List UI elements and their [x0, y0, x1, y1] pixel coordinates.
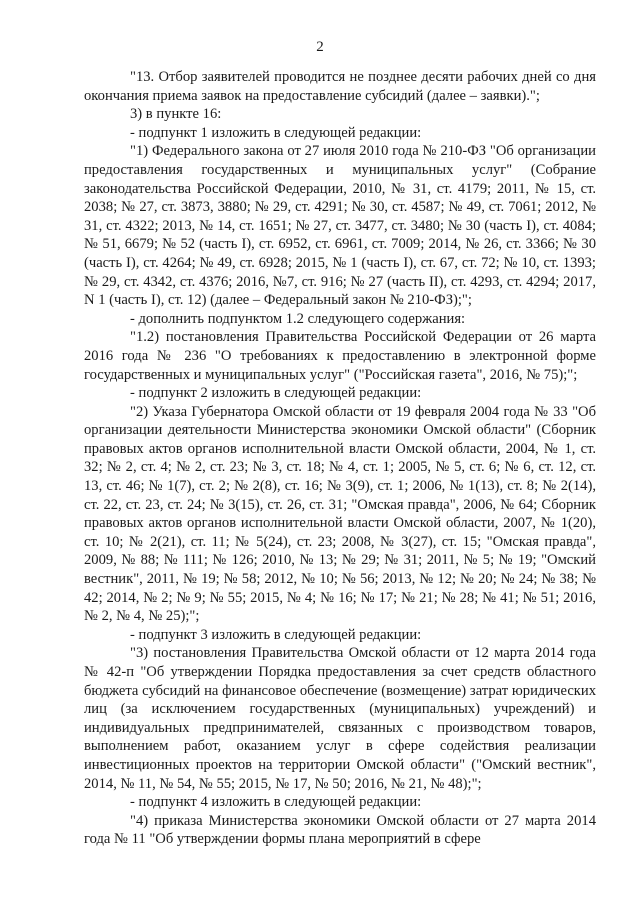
paragraph: "3) постановления Правительства Омской области от 12 марта 2014 года № 42-п "Об утверждении Порядка предоставления за счет средств областного бюджета субсидий на финансовое обеспечение (возмещение) затрат юридических лиц (за исключением государственных (муниципальных) учреждений) и индивидуальных предпринимателей, связанных с производством товаров, выполнением работ, оказанием услуг в сфере содействия реализации инвестиционных проектов на территории Омской области" ("Омский вестник", 2014, № 11, № 54, № 55; 2015, № 17, № 50; 2016, № 21, № 48);";: [84, 645, 596, 792]
paragraph: "2) Указа Губернатора Омской области от 19 февраля 2004 года № 33 "Об организации деятельности Министерства экономики Омской области" (Сборник правовых актов органов исполнительной власти Омской области, 2004, № 1, ст. 32; № 2, ст. 4; № 2, ст. 23; № 3, ст. 18; № 4, ст. 1; 2005, № 5, ст. 6; № 6, ст. 12, ст. 13, ст. 46; № 1(7), ст. 2; № 2(8), ст. 16; № 3(9), ст. 1; 2006, № 1(13), ст. 8; № 2(14), ст. 22, ст. 23, ст. 24; № 3(15), ст. 26, ст. 31; "Омская правда", 2006, № 64; Сборник правовых актов органов исполнительной власти Омской области, 2007, № 1(20), ст. 10; № 2(21), ст. 11; № 5(24), ст. 23; 2008, № 3(27), ст. 15; "Омская правда", 2009, № 88; № 111; № 126; 2010, № 13; № 29; № 31; 2011, № 5; № 19; "Омский вестник", 2011, № 19; № 58; 2012, № 10; № 56; 2013, № 12; № 20; № 24; № 38; № 42; 2014, № 2; № 9; № 55; 2015, № 4; № 16; № 17; № 21; № 28; № 41; № 51; 2016, № 2, № 4, № 25);";: [84, 403, 596, 625]
paragraph: - подпункт 2 изложить в следующей редакции:: [130, 385, 422, 402]
document-body: [84, 68, 596, 849]
paragraph: "4) приказа Министерства экономики Омской области от 27 марта 2014 года № 11 "Об утверждении формы плана мероприятий в сфере: [84, 812, 596, 848]
paragraph: - подпункт 1 изложить в следующей редакции:: [130, 124, 422, 141]
paragraph: - подпункт 4 изложить в следующей редакции:: [130, 794, 422, 811]
paragraph: 3) в пункте 16:: [130, 106, 222, 123]
paragraph: "1.2) постановления Правительства Российской Федерации от 26 марта 2016 года № 236 "О требованиях к предоставлению в электронной форме государственных и муниципальных услуг" ("Российская газета", 2016, № 75);";: [84, 329, 596, 383]
paragraph: "13. Отбор заявителей проводится не позднее десяти рабочих дней со дня окончания приема заявок на предоставление субсидий (далее – заявки).";: [84, 69, 596, 104]
paragraph: - подпункт 3 изложить в следующей редакции:: [130, 626, 422, 643]
page-number: 2: [316, 39, 324, 55]
paragraph: "1) Федерального закона от 27 июля 2010 года № 210-ФЗ "Об организации предоставления государственных и муниципальных услуг" (Собрание законодательства Российской Федерации, 2010, № 31, ст. 4179; 2011, № 15, ст. 2038; № 27, ст. 3873, 3880; № 29, ст. 4291; № 30, ст. 4587; № 49, ст. 7061; 2012, № 31, ст. 4322; 2013, № 14, ст. 1651; № 27, ст. 3477, ст. 3480; № 30 (часть I), ст. 4084; № 51, 6679; № 52 (часть I), ст. 6952, ст. 6961, ст. 7009; 2014, № 26, ст. 3366; № 30 (часть I), ст. 4264; № 49, ст. 6928; 2015, № 1 (часть I), ст. 67, ст. 72; № 10, ст. 1393; № 29, ст. 4342, ст. 4376; 2016, №7, ст. 916; № 27 (часть II), ст. 4293, ст. 4294; 2017, N 1 (часть I), ст. 12) (далее – Федеральный закон № 210-ФЗ);";: [84, 143, 596, 309]
paragraph: - дополнить подпунктом 1.2 следующего содержания:: [130, 310, 466, 327]
